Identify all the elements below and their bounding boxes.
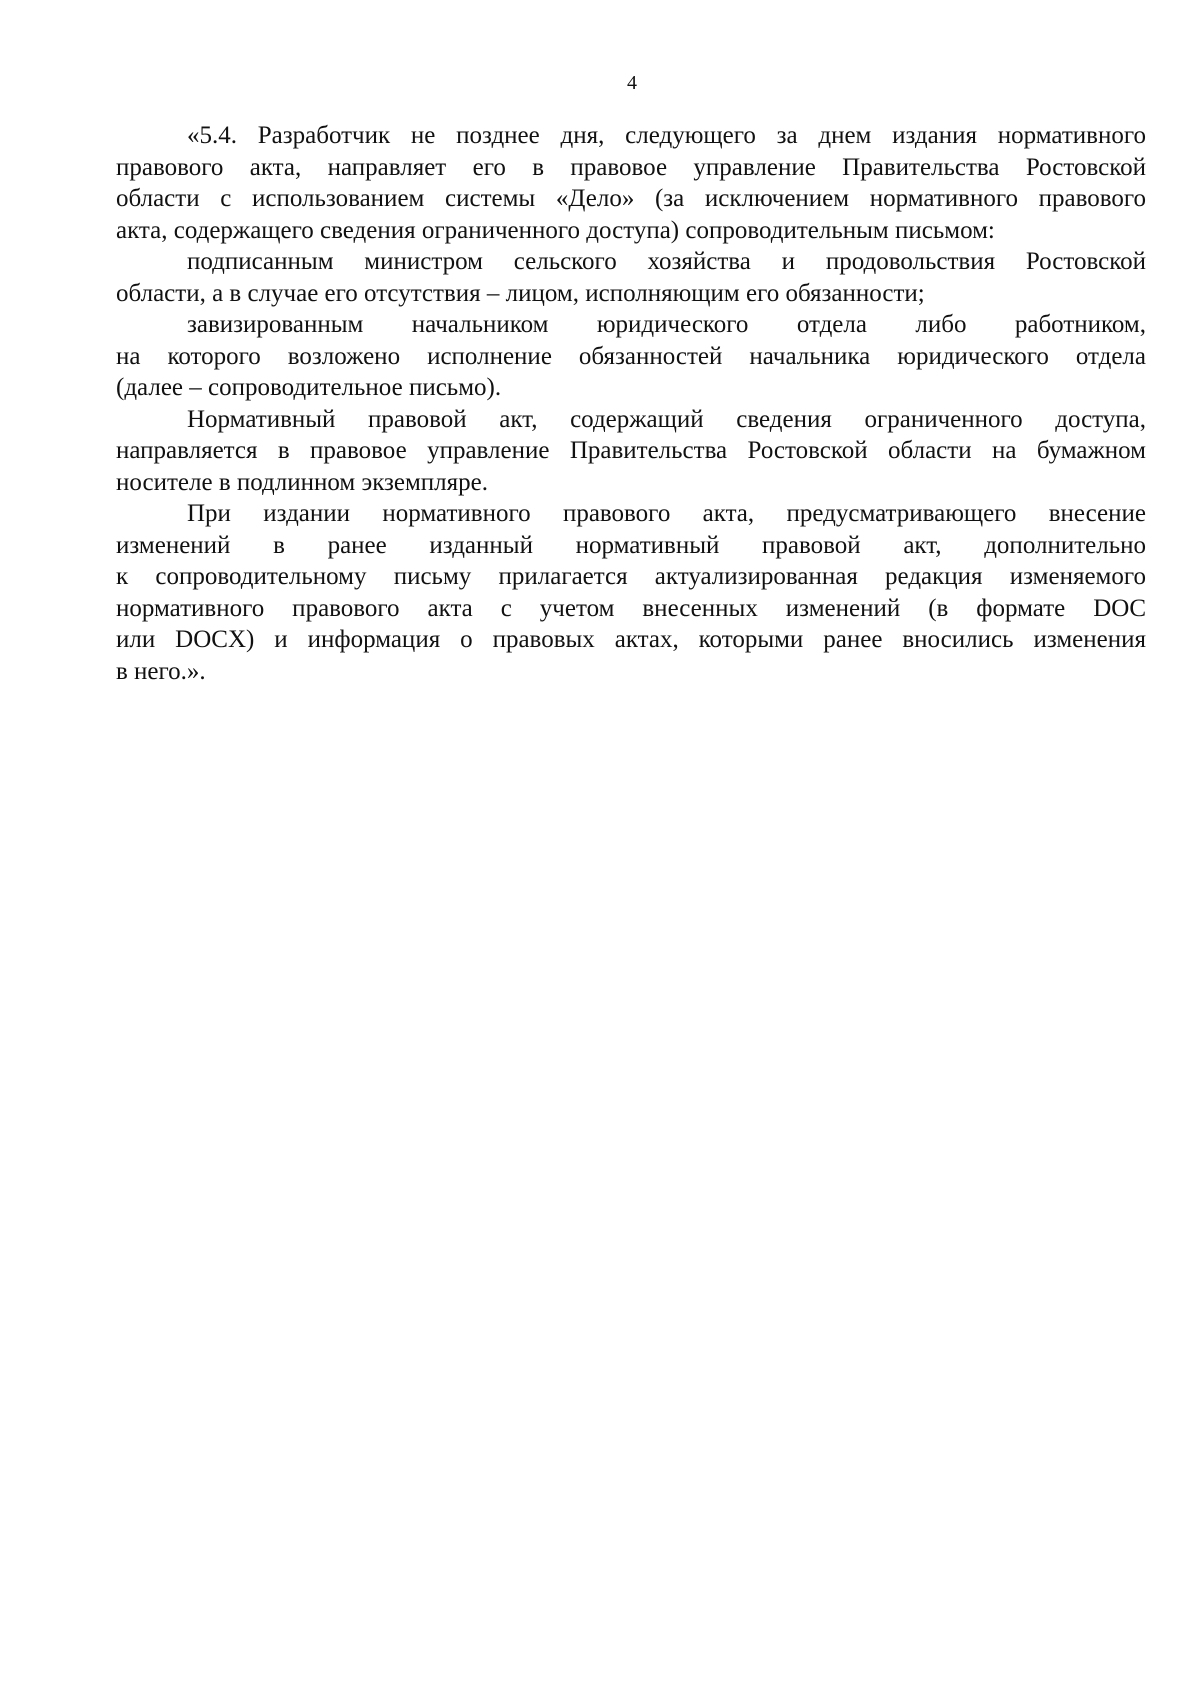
page-number: 4 [627, 72, 637, 94]
text-line: изменений в ранее изданный нормативный правовой акт, дополнительно [116, 531, 1146, 559]
text-line: правового акта, направляет его в правовое управление Правительства Ростовской [116, 153, 1146, 181]
text-line: или DOCX) и информация о правовых актах, которыми ранее вносились изменения [116, 626, 1146, 653]
text-line: в него.». [116, 657, 206, 685]
text-line: на которого возложено исполнение обязанностей начальника юридического отдела [116, 342, 1146, 370]
text-line: носителе в подлинном экземпляре. [116, 468, 488, 496]
paragraph [116, 309, 1146, 404]
document-body [116, 120, 1146, 687]
text-line: Нормативный правовой акт, содержащий сведения ограниченного доступа, [187, 405, 1146, 433]
text-line: «5.4. Разработчик не позднее дня, следующего за днем издания нормативного [187, 122, 1146, 149]
text-line: подписанным министром сельского хозяйства и продовольствия Ростовской [187, 248, 1146, 275]
paragraph [116, 120, 1146, 246]
text-line: к сопроводительному письму прилагается актуализированная редакция изменяемого [116, 563, 1146, 590]
text-line: направляется в правовое управление Правительства Ростовской области на бумажном [116, 437, 1146, 464]
text-line: акта, содержащего сведения ограниченного доступа) сопроводительным письмом: [116, 216, 995, 244]
text-line: области, а в случае его отсутствия – лицом, исполняющим его обязанности; [116, 279, 925, 307]
paragraph [116, 498, 1146, 687]
text-line: нормативного правового акта с учетом внесенных изменений (в формате DOC [116, 594, 1146, 622]
text-line: При издании нормативного правового акта, предусматривающего внесение [187, 500, 1146, 527]
text-line: завизированным начальником юридического отдела либо работником, [187, 311, 1146, 338]
text-line: области с использованием системы «Дело» (за исключением нормативного правового [116, 185, 1146, 212]
paragraph [116, 246, 1146, 309]
paragraph [116, 404, 1146, 499]
text-line: (далее – сопроводительное письмо). [116, 374, 502, 401]
